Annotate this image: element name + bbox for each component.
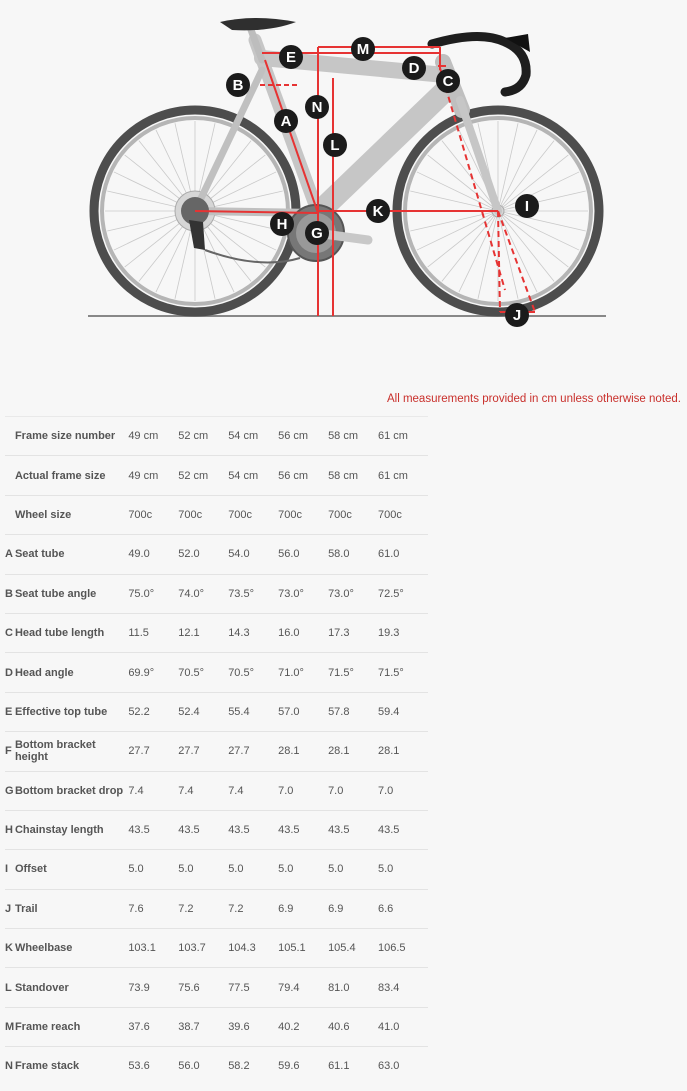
table-row: [5, 653, 428, 692]
cell-value: 81.0: [328, 968, 378, 1007]
cell-value: 72.5°: [378, 574, 428, 613]
callout-k: [366, 199, 390, 223]
cell-value: 700c: [128, 495, 178, 534]
cell-value: 39.6: [228, 1007, 278, 1046]
svg-text:G: G: [311, 225, 323, 242]
row-letter: [5, 456, 15, 495]
row-label: Offset: [15, 850, 128, 889]
table-row: [5, 732, 428, 771]
cell-value: 73.0°: [278, 574, 328, 613]
cell-value: 43.5: [128, 810, 178, 849]
cell-value: 55.4: [228, 692, 278, 731]
spoke: [459, 211, 498, 292]
svg-text:N: N: [311, 99, 323, 116]
row-letter: A: [5, 535, 15, 574]
cell-value: 700c: [378, 495, 428, 534]
svg-text:H: H: [276, 216, 288, 233]
row-letter: K: [5, 929, 15, 968]
row-label: Wheelbase: [15, 929, 128, 968]
cell-value: 7.2: [228, 889, 278, 928]
cell-value: 14.3: [228, 613, 278, 652]
callout-b: [226, 73, 250, 97]
table-row: [5, 692, 428, 731]
cell-value: 73.0°: [328, 574, 378, 613]
cell-value: 70.5°: [228, 653, 278, 692]
cell-value: 61.0: [378, 535, 428, 574]
cell-value: 52.2: [128, 692, 178, 731]
row-letter: J: [5, 889, 15, 928]
cell-value: 7.6: [128, 889, 178, 928]
table-row: [5, 889, 428, 928]
row-label: Trail: [15, 889, 128, 928]
row-letter: E: [5, 692, 15, 731]
cell-value: 58 cm: [328, 417, 378, 456]
cell-value: 52 cm: [178, 417, 228, 456]
callout-h: [270, 212, 294, 236]
cell-value: 43.5: [228, 810, 278, 849]
callout-d: [402, 56, 426, 80]
cell-value: 74.0°: [178, 574, 228, 613]
cell-value: 5.0: [378, 850, 428, 889]
saddle: [220, 18, 296, 30]
table-row: [5, 1047, 428, 1086]
row-letter: G: [5, 771, 15, 810]
cell-value: 57.0: [278, 692, 328, 731]
svg-text:I: I: [524, 198, 530, 215]
cell-value: 5.0: [128, 850, 178, 889]
cell-value: 7.4: [178, 771, 228, 810]
row-label: Head tube length: [15, 613, 128, 652]
table-row: [5, 613, 428, 652]
cell-value: 700c: [178, 495, 228, 534]
cell-value: 700c: [278, 495, 328, 534]
svg-text:D: D: [408, 60, 420, 77]
table-row: [5, 810, 428, 849]
row-label: Seat tube: [15, 535, 128, 574]
table-row: [5, 574, 428, 613]
cell-value: 52.4: [178, 692, 228, 731]
cell-value: 58 cm: [328, 456, 378, 495]
cell-value: 54 cm: [228, 456, 278, 495]
cell-value: 17.3: [328, 613, 378, 652]
cell-value: 6.9: [278, 889, 328, 928]
cell-value: 5.0: [178, 850, 228, 889]
cell-value: 79.4: [278, 968, 328, 1007]
row-label: Frame stack: [15, 1047, 128, 1086]
cell-value: 27.7: [228, 732, 278, 771]
table-row: [5, 456, 428, 495]
cell-value: 27.7: [178, 732, 228, 771]
cell-value: 73.9: [128, 968, 178, 1007]
cell-value: 58.2: [228, 1047, 278, 1086]
row-label: Seat tube angle: [15, 574, 128, 613]
cell-value: 59.4: [378, 692, 428, 731]
row-letter: [5, 417, 15, 456]
cell-value: 56.0: [278, 535, 328, 574]
cell-value: 28.1: [378, 732, 428, 771]
cell-value: 27.7: [128, 732, 178, 771]
table-row: [5, 771, 428, 810]
cell-value: 28.1: [328, 732, 378, 771]
row-letter: F: [5, 732, 15, 771]
cell-value: 61.1: [328, 1047, 378, 1086]
cell-value: 63.0: [378, 1047, 428, 1086]
table-row: [5, 1007, 428, 1046]
cell-value: 700c: [328, 495, 378, 534]
row-label: Bottom bracket height: [15, 732, 128, 771]
callout-g: [305, 221, 329, 245]
cell-value: 7.0: [378, 771, 428, 810]
cell-value: 12.1: [178, 613, 228, 652]
cell-value: 38.7: [178, 1007, 228, 1046]
table-row: [5, 495, 428, 534]
row-letter: H: [5, 810, 15, 849]
bike-geometry-diagram: [0, 0, 687, 340]
row-label: Actual frame size: [15, 456, 128, 495]
cell-value: 5.0: [228, 850, 278, 889]
cell-value: 37.6: [128, 1007, 178, 1046]
table-row: [5, 850, 428, 889]
cell-value: 6.9: [328, 889, 378, 928]
callout-i: [515, 194, 539, 218]
cell-value: 700c: [228, 495, 278, 534]
cell-value: 16.0: [278, 613, 328, 652]
cell-value: 71.5°: [378, 653, 428, 692]
cell-value: 43.5: [278, 810, 328, 849]
svg-text:A: A: [280, 113, 292, 130]
row-label: Standover: [15, 968, 128, 1007]
spoke: [498, 211, 537, 292]
svg-text:B: B: [232, 77, 244, 94]
callout-e: [279, 45, 303, 69]
cell-value: 43.5: [328, 810, 378, 849]
row-label: Frame size number: [15, 417, 128, 456]
table-row: [5, 535, 428, 574]
row-letter: C: [5, 613, 15, 652]
table-row: [5, 417, 428, 456]
row-label: Frame reach: [15, 1007, 128, 1046]
row-letter: B: [5, 574, 15, 613]
cell-value: 61 cm: [378, 456, 428, 495]
cell-value: 7.4: [228, 771, 278, 810]
row-label: Wheel size: [15, 495, 128, 534]
callout-m: [351, 37, 375, 61]
cell-value: 52.0: [178, 535, 228, 574]
row-letter: M: [5, 1007, 15, 1046]
cell-value: 19.3: [378, 613, 428, 652]
cell-value: 56 cm: [278, 417, 328, 456]
cell-value: 49 cm: [128, 417, 178, 456]
cell-value: 43.5: [378, 810, 428, 849]
svg-text:C: C: [442, 73, 454, 90]
cell-value: 7.0: [278, 771, 328, 810]
cell-value: 54 cm: [228, 417, 278, 456]
cell-value: 75.0°: [128, 574, 178, 613]
cell-value: 7.2: [178, 889, 228, 928]
cell-value: 7.4: [128, 771, 178, 810]
cell-value: 59.6: [278, 1047, 328, 1086]
row-letter: [5, 495, 15, 534]
cell-value: 58.0: [328, 535, 378, 574]
cell-value: 11.5: [128, 613, 178, 652]
cell-value: 43.5: [178, 810, 228, 849]
spoke: [417, 211, 498, 250]
cell-value: 103.1: [128, 929, 178, 968]
callout-a: [274, 109, 298, 133]
cell-value: 5.0: [328, 850, 378, 889]
cell-value: 77.5: [228, 968, 278, 1007]
cell-value: 104.3: [228, 929, 278, 968]
svg-text:J: J: [512, 307, 522, 324]
row-label: Head angle: [15, 653, 128, 692]
geometry-table: [5, 416, 428, 1086]
cell-value: 41.0: [378, 1007, 428, 1046]
cell-value: 73.5°: [228, 574, 278, 613]
cell-value: 53.6: [128, 1047, 178, 1086]
cell-value: 56 cm: [278, 456, 328, 495]
cell-value: 56.0: [178, 1047, 228, 1086]
svg-text:L: L: [330, 137, 340, 154]
cell-value: 69.9°: [128, 653, 178, 692]
table-row: [5, 929, 428, 968]
row-label: Chainstay length: [15, 810, 128, 849]
row-label: Bottom bracket drop: [15, 771, 128, 810]
svg-text:E: E: [285, 49, 297, 66]
cell-value: 40.2: [278, 1007, 328, 1046]
table-row: [5, 968, 428, 1007]
cell-value: 54.0: [228, 535, 278, 574]
cell-value: 70.5°: [178, 653, 228, 692]
cell-value: 52 cm: [178, 456, 228, 495]
cell-value: 6.6: [378, 889, 428, 928]
cell-value: 83.4: [378, 968, 428, 1007]
cell-value: 105.1: [278, 929, 328, 968]
row-letter: I: [5, 850, 15, 889]
row-letter: D: [5, 653, 15, 692]
row-label: Effective top tube: [15, 692, 128, 731]
cell-value: 106.5: [378, 929, 428, 968]
callout-j: [505, 303, 529, 327]
cell-value: 28.1: [278, 732, 328, 771]
row-letter: N: [5, 1047, 15, 1086]
cell-value: 49.0: [128, 535, 178, 574]
cell-value: 40.6: [328, 1007, 378, 1046]
cell-value: 71.0°: [278, 653, 328, 692]
svg-text:M: M: [356, 41, 370, 58]
cell-value: 103.7: [178, 929, 228, 968]
callout-l: [323, 133, 347, 157]
cell-value: 5.0: [278, 850, 328, 889]
measurement-units-note: All measurements provided in cm unless otherwise noted.: [386, 393, 681, 405]
callout-c: [436, 69, 460, 93]
cell-value: 61 cm: [378, 417, 428, 456]
callout-n: [305, 95, 329, 119]
svg-text:K: K: [372, 203, 384, 220]
cell-value: 7.0: [328, 771, 378, 810]
cell-value: 75.6: [178, 968, 228, 1007]
row-letter: L: [5, 968, 15, 1007]
cell-value: 49 cm: [128, 456, 178, 495]
cell-value: 105.4: [328, 929, 378, 968]
cell-value: 57.8: [328, 692, 378, 731]
cell-value: 71.5°: [328, 653, 378, 692]
